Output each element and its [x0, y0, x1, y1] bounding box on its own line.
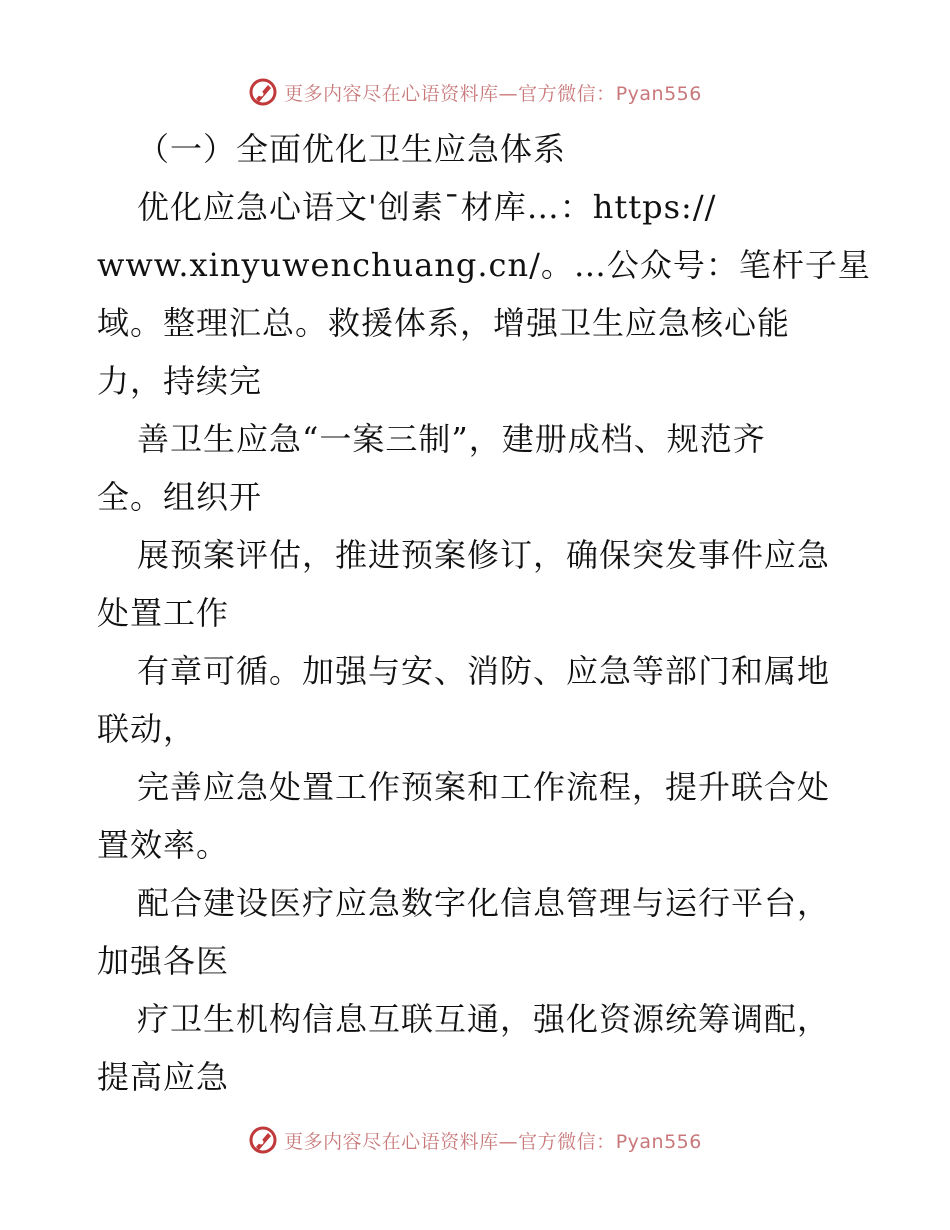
paragraph-line: www.xinyuwenchuang.cn/。…公众号：笔杆子星 — [97, 246, 871, 284]
banner-main-text: 更多内容尽在心语资料库 — [284, 1130, 499, 1153]
banner-text — [284, 79, 702, 106]
paragraph-line: 域。整理汇总。救援体系，增强卫生应急核心能 — [97, 304, 791, 342]
banner-separator: — — [498, 1130, 519, 1153]
paragraph-line: 加强各医 — [97, 942, 230, 980]
banner-main-text: 更多内容尽在心语资料库 — [284, 82, 499, 105]
document-body — [97, 120, 871, 1106]
banner-wechat-id: Pyan556 — [615, 1130, 702, 1153]
paragraph-line: 完善应急处置工作预案和工作流程，提升联合处 — [137, 768, 831, 806]
banner-text — [284, 1127, 702, 1154]
footer-banner — [0, 1120, 950, 1160]
banner-wechat-id: Pyan556 — [615, 82, 702, 105]
paragraph-line: 置效率。 — [97, 826, 230, 864]
paragraph-line: 展预案评估，推进预案修订，确保突发事件应急 — [137, 536, 831, 574]
banner-wechat-label: 官方微信： — [518, 1130, 616, 1153]
paragraph-line: 处置工作 — [97, 594, 230, 632]
section-heading: （一）全面优化卫生应急体系 — [137, 130, 567, 168]
pen-logo-icon — [248, 1125, 278, 1155]
paragraph-line: 善卫生应急“一案三制”，建册成档、规范齐 — [137, 420, 766, 458]
header-banner — [0, 72, 950, 112]
paragraph-line: 配合建设医疗应急数字化信息管理与运行平台， — [137, 884, 831, 922]
paragraph-line: 联动， — [97, 710, 197, 748]
pen-logo-icon — [248, 77, 278, 107]
banner-wechat-label: 官方微信： — [518, 82, 616, 105]
paragraph-line: 优化应急心语文'创素¯材库…：https:// — [137, 188, 717, 226]
paragraph-line: 提高应急 — [97, 1058, 230, 1096]
paragraph-line: 疗卫生机构信息互联互通，强化资源统筹调配， — [137, 1000, 831, 1038]
paragraph-line: 力，持续完 — [97, 362, 263, 400]
paragraph-line: 有章可循。加强与安、消防、应急等部门和属地 — [137, 652, 831, 690]
paragraph-line: 全。组织开 — [97, 478, 263, 516]
banner-separator: — — [498, 82, 519, 105]
